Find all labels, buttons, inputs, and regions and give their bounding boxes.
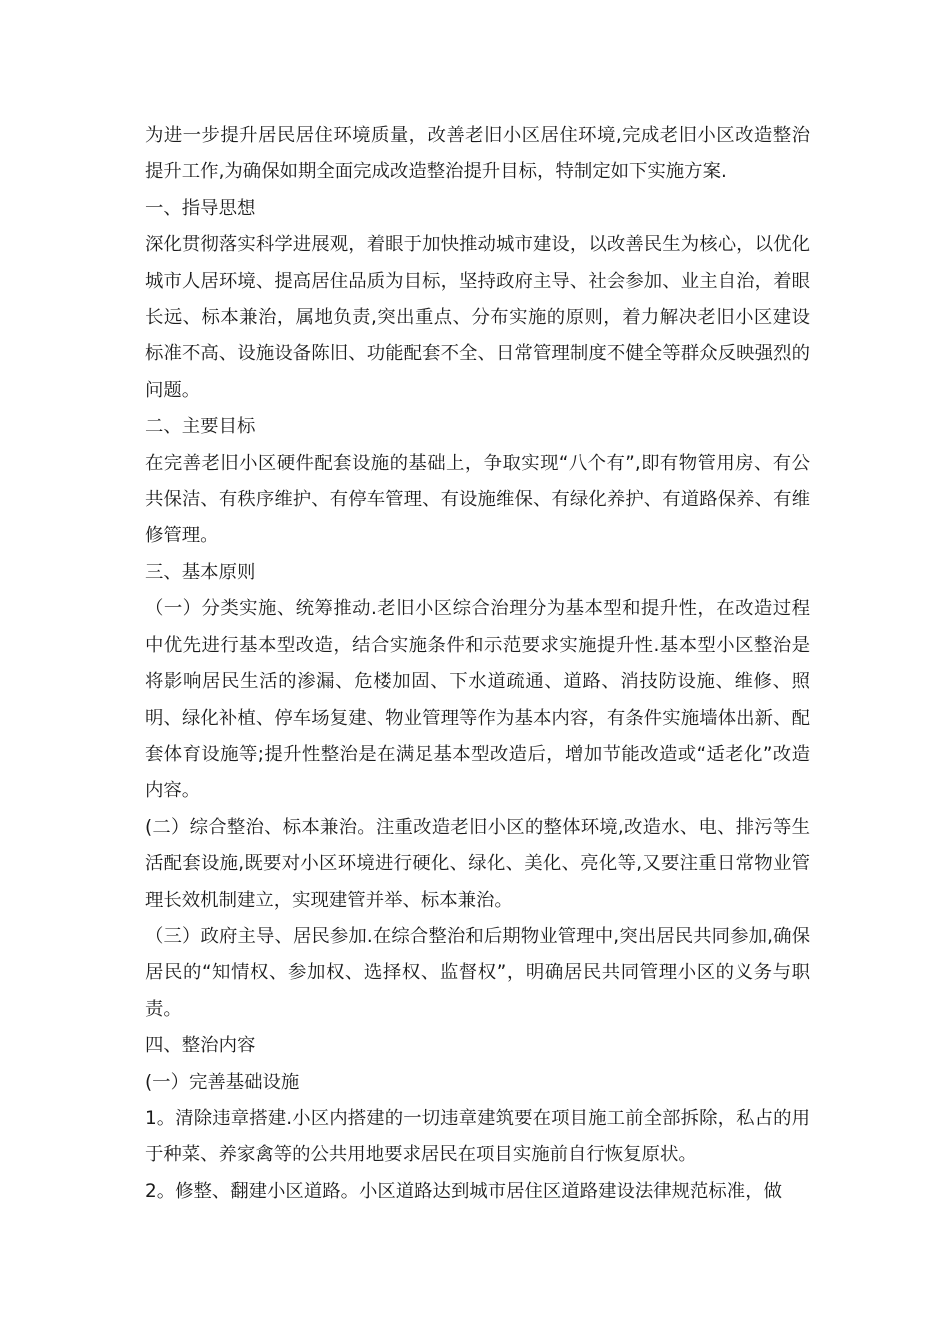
subsection-heading-infrastructure: (一）完善基础设施 <box>145 1071 300 1093</box>
main-goals-paragraph: 在完善老旧小区硬件配套设施的基础上，争取实现“八个有”,即有物管用房、有公共保洁、有秩序维护、有停车管理、有设施维保、有绿化养护、有道路保养、有维修管理。 <box>145 452 810 547</box>
section-heading-rectification-content: 四、整治内容 <box>145 1035 256 1057</box>
principle-3-paragraph: （三）政府主导、居民参加.在综合整治和后期物业管理中,突出居民共同参加,确保居民的“知情权、参加权、选择权、监督权”，明确居民共同管理小区的义务与职责。 <box>145 925 810 1020</box>
section-heading-main-goals: 二、主要目标 <box>145 416 256 438</box>
section-heading-guiding-ideology: 一、指导思想 <box>145 197 256 219</box>
intro-paragraph: 为进一步提升居民居住环境质量，改善老旧小区居住环境,完成老旧小区改造整治提升工作,为确保如期全面完成改造整治提升目标，特制定如下实施方案. <box>145 125 810 183</box>
guiding-ideology-paragraph: 深化贯彻落实科学进展观，着眼于加快推动城市建设，以改善民生为核心，以优化城市人居环境、提高居住品质为目标，坚持政府主导、社会参加、业主自治，着眼长远、标本兼治，属地负责,突出重点、分布实施的原则，着力解决老旧小区建设标准不高、设施设备陈旧、功能配套不全、日常管理制度不健全等群众反映强烈的问题。 <box>145 234 810 401</box>
principle-1-paragraph: （一）分类实施、统筹推动.老旧小区综合治理分为基本型和提升性，在改造过程中优先进行基本型改造，结合实施条件和示范要求实施提升性.基本型小区整治是将影响居民生活的渗漏、危楼加固、下水道疏通、道路、消技防设施、维修、照明、绿化补植、停车场复建、物业管理等作为基本内容，有条件实施墙体出新、配套体育设施等;提升性整治是在满足基本型改造后，增加节能改造或“适老化”改造内容。 <box>145 598 810 802</box>
item-1-paragraph: 1。清除违章搭建.小区内搭建的一切违章建筑要在项目施工前全部拆除，私占的用于种菜、养家禽等的公共用地要求居民在项目实施前自行恢复原状。 <box>145 1107 810 1166</box>
section-heading-basic-principles: 三、基本原则 <box>145 561 256 583</box>
principle-2-paragraph: (二）综合整治、标本兼治。注重改造老旧小区的整体环境,改造水、电、排污等生活配套设施,既要对小区环境进行硬化、绿化、美化、亮化等,又要注重日常物业管理长效机制建立，实现建管并举、标本兼治。 <box>145 816 810 911</box>
document-page <box>145 118 810 1210</box>
item-2-paragraph: 2。修整、翻建小区道路。小区道路达到城市居住区道路建设法律规范标准，做 <box>145 1180 782 1202</box>
